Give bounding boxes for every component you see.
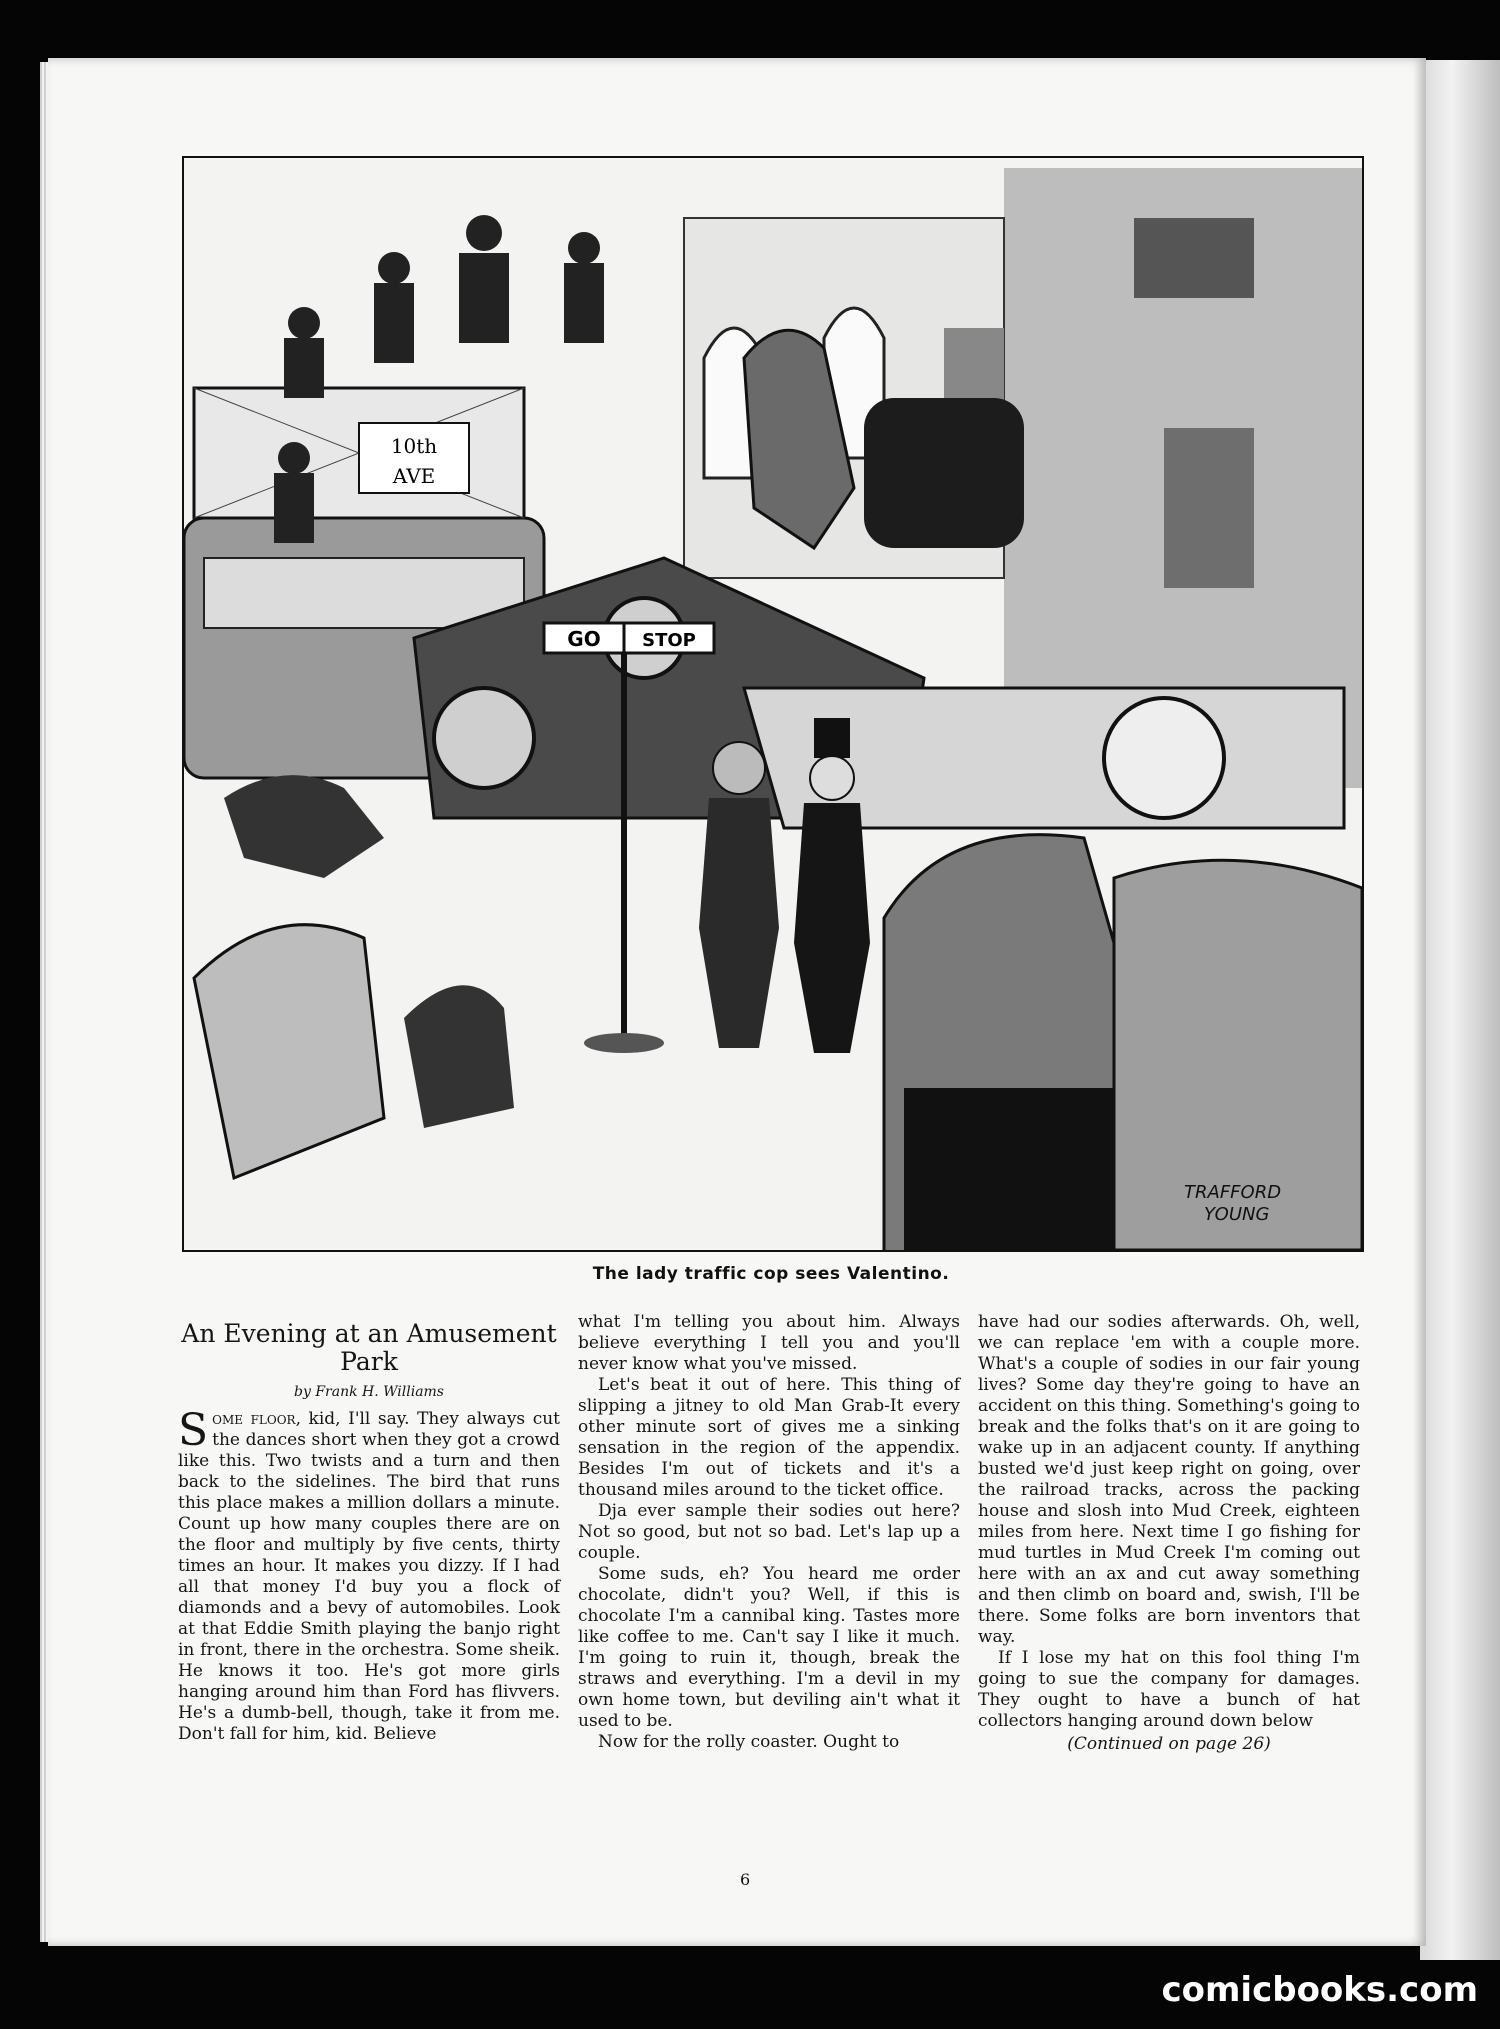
article-paragraph bbox=[178, 1405, 560, 1745]
article-column-1 bbox=[178, 1312, 560, 1832]
artist-signature-line2: YOUNG bbox=[1204, 1204, 1270, 1225]
article-column-2 bbox=[578, 1312, 960, 1832]
facing-page-edge bbox=[1420, 60, 1500, 1960]
balcony-window bbox=[1164, 428, 1254, 588]
traffic-jam-drawing bbox=[184, 158, 1362, 1250]
continued-notice: (Continued on page 26) bbox=[1067, 1734, 1271, 1754]
bus-sign-line2: AVE bbox=[392, 464, 436, 488]
article-paragraph: If I lose my hat on this fool thing I'm going to sue the company for damages. They ought to have a bunch of hat collectors hanging around down below bbox=[978, 1648, 1360, 1731]
article-byline: by Frank H. Williams bbox=[294, 1384, 444, 1400]
drop-cap: S bbox=[178, 1405, 209, 1456]
carriage bbox=[864, 398, 1024, 548]
go-sign-text: GO bbox=[567, 627, 601, 651]
lead-in-smallcaps: ome floor, bbox=[212, 1409, 301, 1429]
article-paragraph: what I'm telling you about him. Always believe everything I tell you and you'll never know what you've missed. bbox=[578, 1312, 960, 1374]
site-watermark: comicbooks.com bbox=[1161, 1970, 1478, 2010]
article-paragraph: Let's beat it out of here. This thing of slipping a jitney to old Man Grab-It every other minute sort of gives me a sinking sensation in the region of the appendix. Besides I'm out of tickets and it's a thousand miles around to the ticket office. bbox=[578, 1375, 960, 1500]
article-title: An Evening at an Amusement Park bbox=[181, 1319, 557, 1376]
article-paragraph: Some suds, eh? You heard me order chocolate, didn't you? Well, if this is chocolate I'm a cannibal king. Tastes more like coffee to me. Can't say I like it much. I'm going to ruin it, though, break the straws and everything. I'm a devil in my own home town, but deviling ain't what it used to be. bbox=[578, 1564, 960, 1731]
artist-signature-line1: TRAFFORD bbox=[1184, 1182, 1282, 1203]
article-paragraph: Dja ever sample their sodies out here? Not so good, but not so bad. Let's lap up a couple. bbox=[578, 1501, 960, 1563]
cartoon-illustration bbox=[182, 156, 1364, 1252]
page-number: 6 bbox=[740, 1870, 751, 1889]
illustration-caption: The lady traffic cop sees Valentino. bbox=[592, 1264, 950, 1284]
article-column-3 bbox=[978, 1312, 1360, 1832]
bus-sign-line1: 10th bbox=[390, 434, 438, 458]
article-paragraph: have had our sodies afterwards. Oh, well, we can replace 'em with a couple more. What's a couple of sodies in our fair young lives? Some day they're going to have an accident on this thing. Something's going to break and the folks that's on it are going to wake up in an adjacent county. If anything busted we'd just keep right on going, over the railroad tracks, across the packing house and slosh into Mud Creek, eighteen miles from here. Next time I go fishing for mud turtles in Mud Creek I'm coming out here with an ax and cut away something and then climb on board and, swish, I'll be there. Some folks are born inventors that way. bbox=[978, 1312, 1360, 1647]
article-paragraph: Now for the rolly coaster. Ought to bbox=[598, 1732, 900, 1752]
paragraph-text: kid, I'll say. They always cut the dances short when they got a crowd like this. Two twists and a turn and then back to the sidelines. The bird that runs this place makes a million dollars a minute. Count up how many couples there are on the floor and multiply by five cents, thirty times an hour. It makes you dizzy. If I had all that money I'd buy you a flock of diamonds and a bevy of automobiles. Look at that Eddie Smith playing the banjo right in front, there in the orchestra. Some sheik. He knows it too. He's got more girls hanging around him than Ford has flivvers. He's a dumb-bell, though, take it from me. Don't fall for him, kid. Believe bbox=[178, 1409, 560, 1744]
stop-sign-text: STOP bbox=[642, 630, 696, 651]
article-columns bbox=[178, 1312, 1360, 1832]
balcony-top bbox=[1134, 218, 1254, 298]
